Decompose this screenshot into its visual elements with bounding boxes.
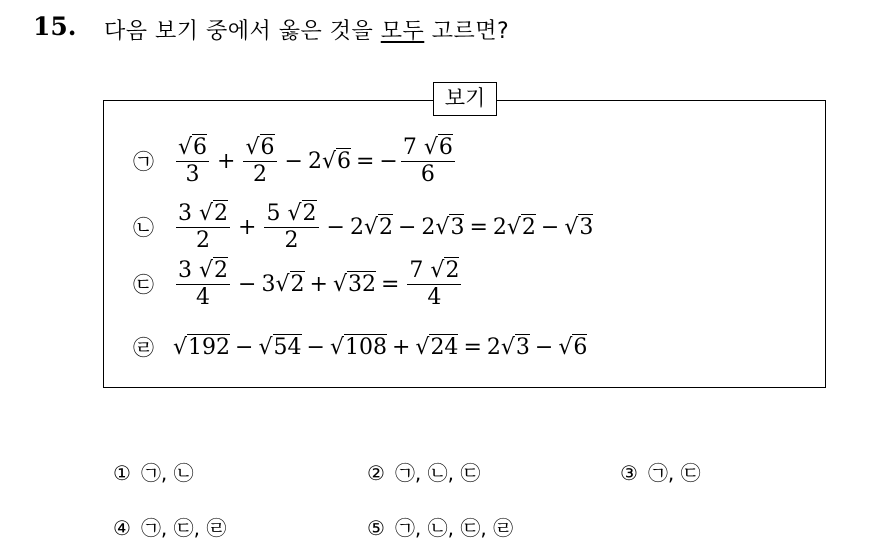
fraction: $\frac{3 √2}{4}$ [178, 258, 229, 310]
bogi-item-4 [133, 325, 587, 369]
item-label: ㉠ [133, 150, 154, 174]
choice-1[interactable] [113, 457, 194, 486]
choice-number: ② [367, 461, 385, 485]
bogi-title: 보기 [433, 82, 497, 116]
choice-value: ㉠, ㉢ [647, 461, 701, 485]
choice-value: ㉠, ㉢, ㉣ [140, 516, 227, 540]
question-text-after: 고르면? [424, 19, 510, 44]
item-label: ㉢ [133, 273, 154, 297]
question-number: 15. [33, 12, 77, 41]
item-equation: $\frac{√6}{3}$ + $\frac{√6}{2}$ − 2 √6 = − $\frac{7 √6}{6}$ [178, 135, 453, 187]
item-label: ㉣ [133, 336, 154, 360]
bogi-item-3 [133, 258, 464, 310]
choice-3[interactable] [620, 457, 701, 486]
choice-value: ㉠, ㉡ [140, 461, 194, 485]
item-equation: √192 − √54 − √108 + √24 = 2 √3 − √6 [173, 334, 588, 360]
bogi-item-1 [133, 135, 458, 187]
question-text-before: 다음 보기 중에서 옳은 것을 [104, 19, 381, 44]
choice-5[interactable] [367, 512, 513, 541]
choice-number: ③ [620, 461, 638, 485]
fraction: $\frac{5 √2}{2}$ [266, 201, 317, 253]
fraction: $\frac{7 √6}{6}$ [402, 135, 453, 187]
fraction: $\frac{√6}{2}$ [245, 135, 275, 187]
question-text-underlined: 모두 [380, 19, 425, 44]
fraction: $\frac{√6}{3}$ [178, 135, 208, 187]
bogi-item-2 [133, 201, 594, 253]
choice-number: ④ [113, 516, 131, 540]
choice-number: ① [113, 461, 131, 485]
item-equation: $\frac{3 √2}{2}$ + $\frac{5 √2}{2}$ − 2 √2 − 2 √3 = 2 √2 − √3 [178, 201, 594, 253]
choice-value: ㉠, ㉡, ㉢, ㉣ [394, 516, 514, 540]
choice-2[interactable] [367, 457, 480, 486]
item-label: ㉡ [133, 216, 154, 240]
choice-value: ㉠, ㉡, ㉢ [394, 461, 481, 485]
question-text [104, 14, 509, 45]
choice-4[interactable] [113, 512, 226, 541]
fraction: $\frac{7 √2}{4}$ [409, 258, 460, 310]
choice-number: ⑤ [367, 516, 385, 540]
fraction: $\frac{3 √2}{2}$ [178, 201, 229, 253]
item-equation: $\frac{3 √2}{4}$ − 3 √2 + √32 = $\frac{7 √2}{4}$ [178, 258, 460, 310]
